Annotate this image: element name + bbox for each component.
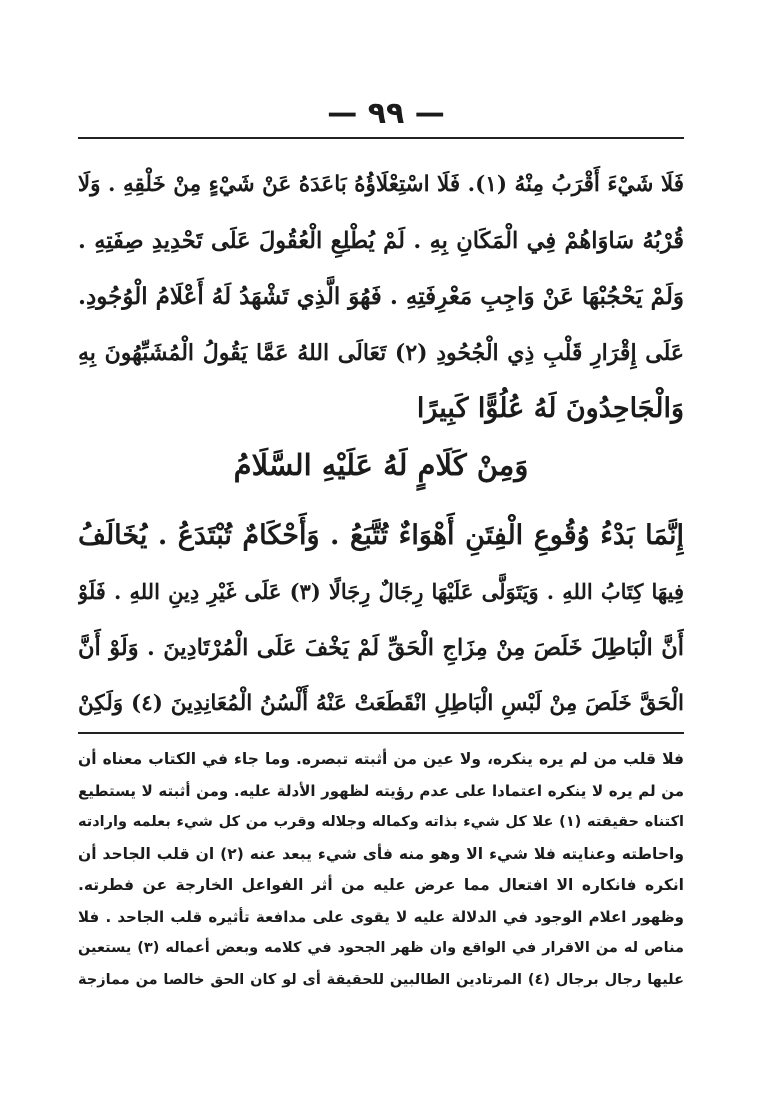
footnotes xyxy=(78,744,684,996)
main-paragraph-1 xyxy=(78,157,684,437)
text-line: أَنَّ الْبَاطِلَ خَلَصَ مِنْ مِزَاجِ الْحَقِّ لَمْ يَخْفَ عَلَى الْمُرْتَادِينَ . وَلَوْ أَنَّ xyxy=(78,635,684,661)
text-line: وَالْجَاحِدُونَ لَهُ عُلُوًّا كَبِيرًا xyxy=(416,393,684,424)
text-line: عَلَى إِقْرَارِ قَلْبِ ذِي الْجُحُودِ (٢) تَعَالَى اللهُ عَمَّا يَقُولُ الْمُشَبِّهُونَ بِهِ xyxy=(78,340,684,366)
text-line: وَلَمْ يَحْجُبْهَا عَنْ وَاجِبِ مَعْرِفَتِهِ . فَهُوَ الَّذِي تَشْهَدُ لَهُ أَعْلَامُ الْوُجُودِ. xyxy=(78,283,684,310)
footnote-line: واحاطته وعنايته فلا شيء الا وهو منه فأى شيء يبعد عنه (٢) ان قلب الجاحد أن xyxy=(78,844,684,863)
footnote-separator xyxy=(78,732,684,734)
section-heading: وَمِنْ كَلَامٍ لَهُ عَلَيْهِ السَّلَامُ xyxy=(233,448,529,482)
text-line: إِنَّمَا بَدْءُ وُقُوعِ الْفِتَنِ أَهْوَاءٌ تُتَّبَعُ . وَأَحْكَامٌ تُبْتَدَعُ . يُخَالَفُ xyxy=(78,520,684,551)
header-rule xyxy=(78,137,684,139)
footnote-line: مناص له من الاقرار في الواقع وان ظهر الجحود في كلامه وبعض أعماله (٣) يستعين xyxy=(78,940,684,956)
main-paragraph-2 xyxy=(78,508,684,732)
footnote-line: انكره فانكاره الا افتعال مما عرض عليه من أثر الفواعل الخارجة عن فطرته. xyxy=(78,876,684,894)
footnote-line: وظهور اعلام الوجود في الدلالة عليه لا يقوى على مدافعة تأثيره قلب الجاحد . فلا xyxy=(78,907,684,926)
footnote-line: فلا قلب من لم يره ينكره، ولا عين من أثبته تبصره. وما جاء في الكتاب معناه أن xyxy=(78,750,684,768)
footnote-line: اكتناه حقيقته (١) علا كل شيء بذاته وكماله وجلاله وقرب من كل شيء بعلمه وارادته xyxy=(78,814,684,830)
page-number: — ٩٩ — xyxy=(327,96,445,131)
text-line: الْحَقَّ خَلَصَ مِنْ لَبْسِ الْبَاطِلِ انْقَطَعَتْ عَنْهُ أَلْسُنُ الْمُعَانِدِينَ (٤) وَلَكِنْ xyxy=(78,691,684,716)
footnote-line: من لم يره لا ينكره اعتمادا على عدم رؤيته لظهور الأدلة عليه. ومن أثبته لا يستطيع xyxy=(78,781,684,800)
text-line: فِيهَا كِتَابُ اللهِ . وَيَتَوَلَّى عَلَيْهَا رِجَالٌ رِجَالًا (٣) عَلَى غَيْرِ دِينِ اللهِ . فَلَوْ xyxy=(78,579,684,604)
text-line: قُرْبُهُ سَاوَاهُمْ فِي الْمَكَانِ بِهِ . لَمْ يُطْلِعِ الْعُقُولَ عَلَى تَحْدِيدِ صِفَتِهِ . xyxy=(78,228,684,254)
text-line: فَلَا شَيْءَ أَقْرَبُ مِنْهُ (١). فَلَا اسْتِعْلَاؤُهُ بَاعَدَهُ عَنْ شَيْءٍ مِنْ خَلْقِهِ . وَلَا xyxy=(78,172,684,197)
footnote-line: عليها رجال برجال (٤) المرتادين الطالبين للحقيقة أى لو كان الحق خالصا من ممازجة xyxy=(78,971,684,988)
